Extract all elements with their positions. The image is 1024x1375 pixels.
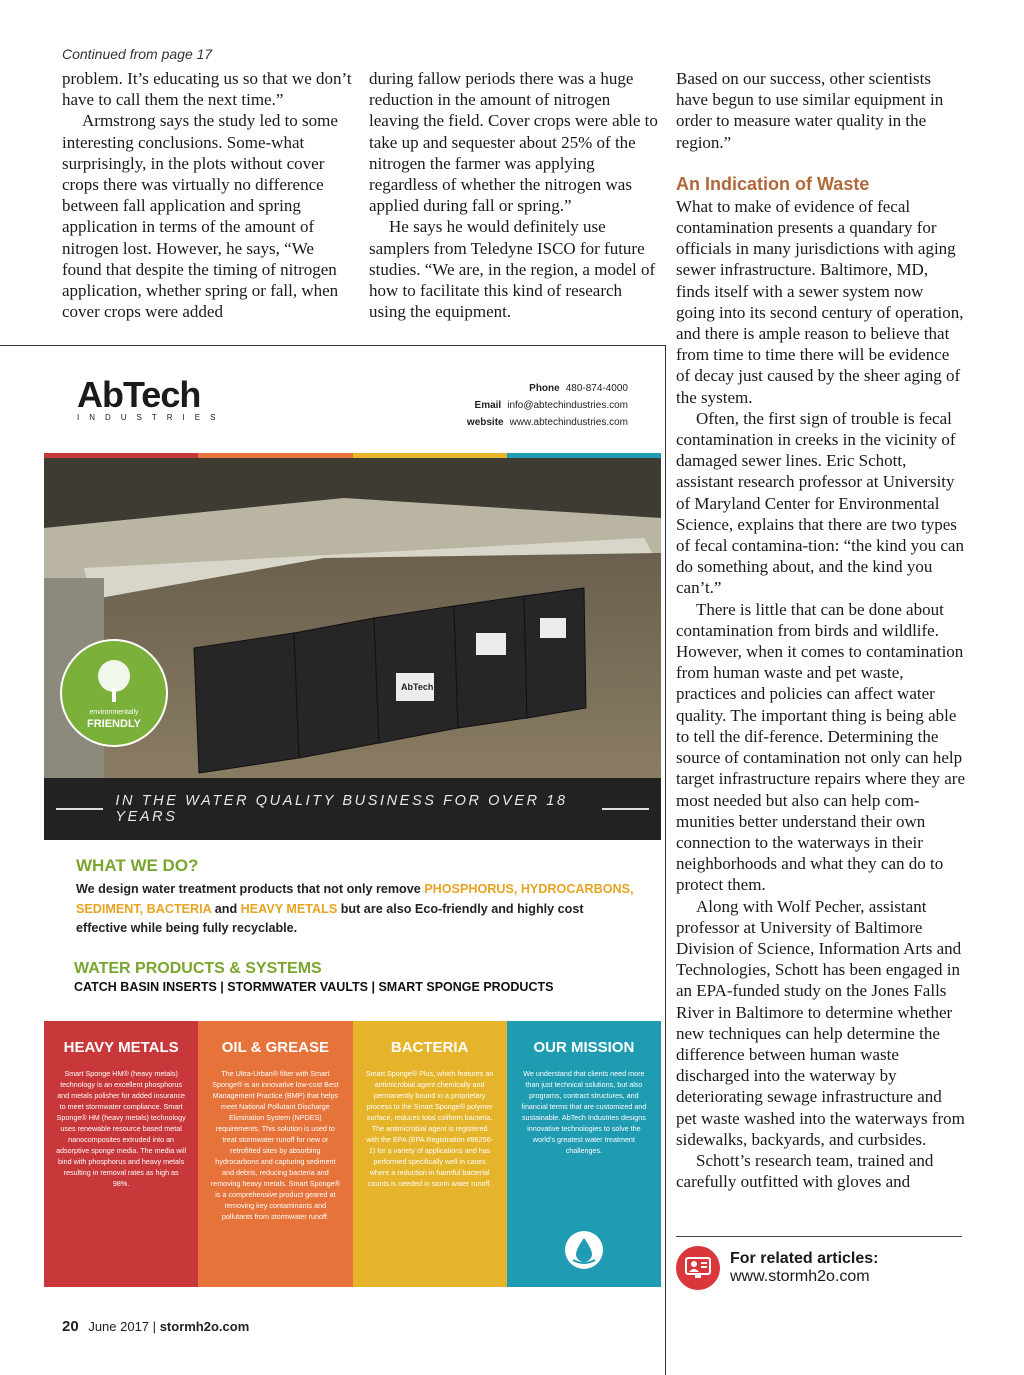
panel-title: HEAVY METALS xyxy=(63,1039,179,1056)
abtech-advertisement[interactable] xyxy=(44,360,661,1287)
badge-bottom-text: FRIENDLY xyxy=(87,718,141,730)
badge-top-text: environmentally xyxy=(89,709,139,716)
footer-site: stormh2o.com xyxy=(159,1319,250,1334)
phone-label: Phone xyxy=(529,383,560,394)
environmentally-friendly-badge xyxy=(59,638,169,748)
panel-body: Smart Sponge® Plus, which features an antimicrobial agent chemically and permanently bound in a proprietary process to the Smart Sponge® polymer surface, reduces total coliform bacteria. The antimicrobial agent is registered with the EPA (EPA Registration #86256-1) for a variety of applications and has performed specifically well in cases where a reduction in harmful bacterial counts is needed in storm water runoff. xyxy=(365,1069,494,1188)
tree-icon xyxy=(98,660,130,692)
tree-trunk xyxy=(112,688,116,702)
related-title: For related articles: xyxy=(730,1250,879,1267)
banner-text: IN THE WATER QUALITY BUSINESS FOR OVER 18 YEARS xyxy=(115,793,568,825)
box-logo-text: AbTech xyxy=(401,682,434,692)
logo-subtitle: INDUSTRIES xyxy=(77,413,226,422)
related-divider xyxy=(676,1236,962,1237)
paragraph: during fallow periods there was a huge reduction in the amount of nitrogen leaving the field. Cover crops were able to take up and sequester about 25% of the nitrogen the farmer was applying regardless of whether the nitrogen was applied during fall or spring.” xyxy=(369,69,658,216)
paragraph: There is little that can be done about contamination from birds and wildlife. However, when it comes to contamination from human waste and pet waste, practices and policies can affect water quality. The important thing is being able to tell the dif-ference. Determining the source of contamination not only can help target infrastructure repairs where they are most needed but also can help com-munities better understand their own connection to the waterways in their neighborhoods and what they can do to protect them. xyxy=(676,599,966,895)
panel-our-mission[interactable] xyxy=(507,1021,661,1287)
footer-separator: | xyxy=(152,1319,157,1334)
panel-body: We understand that clients need more than just technical solutions, but also programs, contract structures, and financial terms that are customized and sustainable. AbTech Industries designs innovative technologies to solve the world’s greatest water treatment challenges. xyxy=(521,1069,647,1155)
article-column-1 xyxy=(62,68,354,322)
what-we-do-heading: WHAT WE DO? xyxy=(76,856,199,875)
page-footer xyxy=(62,1318,249,1335)
email-label: Email xyxy=(474,400,502,411)
products-heading: WATER PRODUCTS & SYSTEMS xyxy=(74,960,322,977)
panel-heavy-metals[interactable] xyxy=(44,1021,198,1287)
article-column-2 xyxy=(369,68,661,322)
paragraph: Schott’s research team, trained and carefully outfitted with gloves and xyxy=(676,1150,934,1192)
abtech-logo xyxy=(77,374,226,422)
logo-wordmark: AbTech xyxy=(77,374,201,415)
website-link[interactable]: www.abtechindustries.com xyxy=(509,417,628,428)
related-url-link[interactable]: www.stormh2o.com xyxy=(730,1268,870,1285)
panel-bacteria[interactable] xyxy=(353,1021,507,1287)
email-address[interactable]: info@abtechindustries.com xyxy=(507,400,628,411)
ad-frame-right-rule xyxy=(665,345,666,1375)
related-articles-box[interactable] xyxy=(676,1246,879,1290)
product-panels xyxy=(44,1021,661,1287)
panel-title: OIL & GREASE xyxy=(221,1039,329,1056)
phone-number[interactable]: 480-874-4000 xyxy=(565,383,628,394)
paragraph: Often, the first sign of trouble is fecal contamination in creeks in the vicinity of damaged sewer lines. Eric Schott, assistant research professor at University of Maryland Center for Environmental Science, explains that there are two types of fecal contamina-tion: “the kind you can do something about, and the kind you can’t.” xyxy=(676,408,964,598)
contact-block xyxy=(467,380,628,431)
panel-body: Smart Sponge HM® (heavy metals) technology is an excellent phosphorus and metals polisher for added insurance to meet stormwater compliance. Smart Sponge® HM (heavy metals) technology uses renewable resource based metal nanocomposites extruded into an adsorptive sponge media. The media will bind with phosphorus and heavy metals resulting in removal rates as high as 98%. xyxy=(56,1069,187,1188)
paragraph: Along with Wolf Pecher, assistant professor at University of Baltimore Division of Science, Information Arts and Technologies, Schott has been engaged in an EPA-funded study on the Jones Falls River in Baltimore to determine whether new techniques can help determine the difference between human waste discharged into the waterway by deteriorating sewage infrastructure and pet waste washed into the waterways from sidewalks, backyards, and curbsides. xyxy=(676,896,965,1149)
continued-label: Continued from page 17 xyxy=(62,46,213,62)
paragraph: He says he would definitely use samplers from Teledyne ISCO for future studies. “We are, in the region, a model of how to facilitate this kind of research using the equipment. xyxy=(369,217,656,322)
panel-title: OUR MISSION xyxy=(533,1039,635,1056)
panel-body: The Ultra-Urban® filter with Smart Sponge® is an innovative low-cost Best Management Practice (BMP) that helps meet National Pollutant Discharge Elimination System (NPDES) requirements. This solution is used to treat stormwater runoff for new or retrofitted sites by absorbing hydrocarbons and capturing sediment and debris, reducing bacteria and removing heavy metals. Smart Sponge® is a comprehensive product geared at removing key contaminants and pollutants from stormwater runoff. xyxy=(210,1069,340,1221)
tagline-banner xyxy=(44,778,661,840)
ad-frame-top-rule xyxy=(0,345,666,346)
page-number: 20 xyxy=(62,1318,79,1335)
water-drop-icon xyxy=(565,1231,603,1269)
panel-oil-grease[interactable] xyxy=(198,1021,352,1287)
what-highlight-1: PHOSPHORUS, HYDROCARBONS, SEDIMENT, BACTERIA xyxy=(76,882,634,916)
panel-title: BACTERIA xyxy=(390,1039,469,1056)
paragraph: Based on our success, other scientists have begun to use similar equipment in order to measure water quality in the region.” xyxy=(676,69,944,152)
issue-date: June 2017 xyxy=(88,1319,150,1334)
section-heading: An Indication of Waste xyxy=(676,173,870,194)
what-text-2: and xyxy=(211,901,241,916)
banner-rule-left xyxy=(56,808,103,810)
products-subheading: CATCH BASIN INSERTS | STORMWATER VAULTS | SMART SPONGE PRODUCTS xyxy=(74,980,554,994)
what-we-do-body xyxy=(76,880,636,939)
people-icon xyxy=(676,1246,720,1290)
paragraph: Armstrong says the study led to some interesting conclusions. Some-what surprisingly, in the plots without cover crops there was virtually no difference between fall application and spring application in terms of the amount of nitrogen lost. However, he says, “We found that despite the timing of nitrogen application, whether spring or fall, when cover crops were added xyxy=(62,111,339,322)
paragraph: problem. It’s educating us so that we don’t have to call them the next time.” xyxy=(62,69,352,110)
website-label: website xyxy=(466,417,504,428)
paragraph: What to make of evidence of fecal contamination presents a quandary for officials in many jurisdictions with aging sewer infrastructure. Baltimore, MD, finds itself with a sewer system now going into its second century of operation, and there is ample reason to believe that from time to time there will be evidence of decay just caused by the sheer aging of the system. xyxy=(676,196,964,407)
stormwater-vault-photo xyxy=(44,458,661,778)
what-text-3: but are also Eco-friendly and highly cost effective while being fully recyclable. xyxy=(76,901,584,935)
banner-rule-right xyxy=(602,808,649,810)
what-highlight-2: HEAVY METALS xyxy=(240,901,338,916)
what-text-1: We design water treatment products that not only remove xyxy=(76,882,425,896)
article-column-3 xyxy=(676,68,966,1192)
